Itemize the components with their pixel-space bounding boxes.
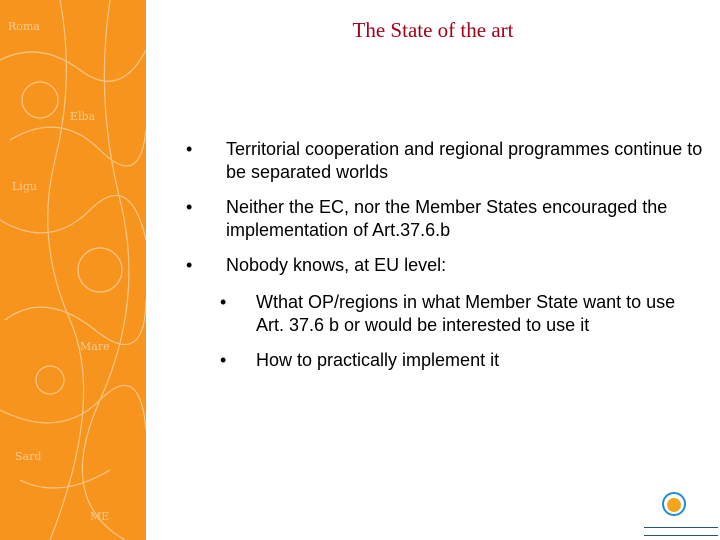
sub-bullet-item <box>220 291 706 337</box>
bullet-dot: • <box>220 292 227 312</box>
sub-bullet-text: Wthat OP/regions in what Member State want to use Art. 37.6 b or would be interested to use it <box>256 292 676 335</box>
bullet-text: Neither the EC, nor the Member States encouraged the implementation of Art.37.6.b <box>226 197 668 240</box>
bullet-dot: • <box>186 197 193 217</box>
slide-title: The State of the art <box>352 18 514 42</box>
svg-text:Mare: Mare <box>80 340 110 353</box>
bullet-dot: • <box>186 255 193 275</box>
svg-text:Elba: Elba <box>70 110 96 123</box>
svg-text:ME: ME <box>90 510 110 523</box>
bullet-text: Nobody knows, at EU level: <box>226 255 447 275</box>
bullet-dot: • <box>220 350 227 370</box>
old-map-sidebar <box>0 0 146 540</box>
bullet-list <box>186 138 706 384</box>
svg-text:Sard: Sard <box>15 450 42 463</box>
svg-text:Roma: Roma <box>8 20 40 33</box>
logo-caption <box>644 522 718 536</box>
dpc-logo-icon <box>640 490 718 540</box>
bullet-item <box>186 138 706 184</box>
bullet-dot: • <box>186 139 193 159</box>
sub-bullet-list <box>220 291 706 372</box>
bullet-item <box>186 196 706 242</box>
svg-text:Ligu: Ligu <box>12 180 37 193</box>
logo-dot <box>667 498 681 512</box>
sub-bullet-text: How to practically implement it <box>256 350 500 370</box>
old-map-pattern-icon <box>0 0 146 540</box>
bullet-item <box>186 254 706 372</box>
bullet-text: Territorial cooperation and regional programmes continue to be separated worlds <box>226 139 703 182</box>
sub-bullet-item <box>220 349 706 372</box>
